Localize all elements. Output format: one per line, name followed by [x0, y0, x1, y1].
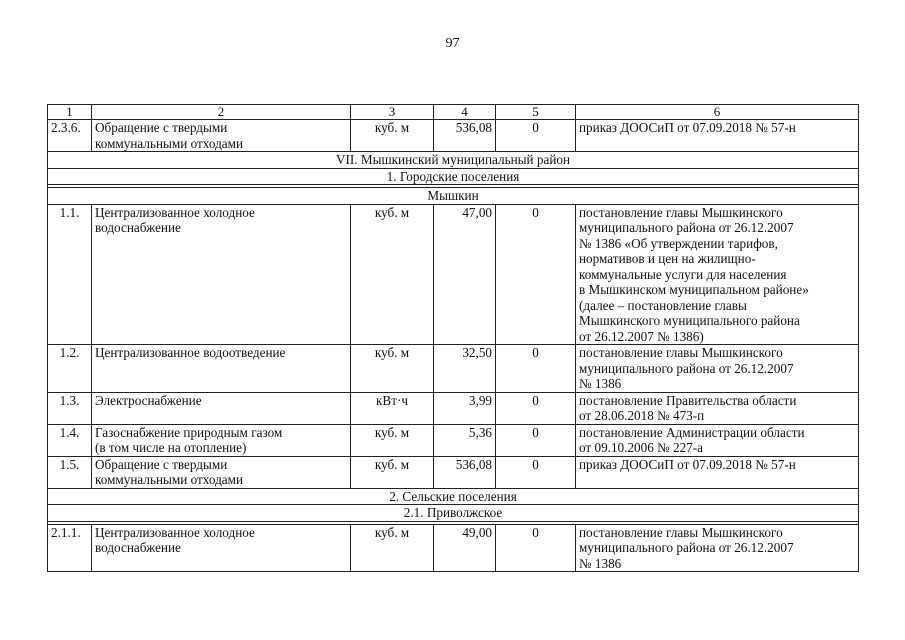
legal-basis: постановление главы Мышкинского муниципального района от 26.12.2007 № 1386 «Об утверждении тарифов, нормативов и цен на жилищно- коммунальные услуги для населения в Мышкинском муниципальном районе» (далее – постановление главы Мышкинского муниципального района от 26.12.2007 № 1386): [576, 204, 859, 345]
rate: 0: [496, 345, 576, 393]
unit: куб. м: [351, 424, 434, 456]
header-col-6: 6: [576, 105, 859, 120]
rate: 0: [496, 120, 576, 152]
table-row: [48, 392, 859, 424]
legal-basis: приказ ДООСиП от 07.09.2018 № 57-н: [576, 120, 859, 152]
rate: 0: [496, 456, 576, 488]
row-number: 1.1.: [48, 204, 92, 345]
legal-basis: постановление Правительства области от 28.06.2018 № 473-п: [576, 392, 859, 424]
service-name: Обращение с твердыми коммунальными отходами: [92, 120, 351, 152]
legal-basis: постановление главы Мышкинского муниципального района от 26.12.2007 № 1386: [576, 524, 859, 572]
header-col-1: 1: [48, 105, 92, 120]
unit: куб. м: [351, 120, 434, 152]
service-name: Централизованное водоотведение: [92, 345, 351, 393]
price: 536,08: [434, 456, 496, 488]
price: 47,00: [434, 204, 496, 345]
district-title-row: [48, 152, 859, 169]
table-row: [48, 524, 859, 572]
unit: куб. м: [351, 204, 434, 345]
row-number: 2.1.1.: [48, 524, 92, 572]
rate: 0: [496, 204, 576, 345]
service-name: Централизованное холодное водоснабжение: [92, 524, 351, 572]
tariff-table: [47, 104, 859, 572]
price: 49,00: [434, 524, 496, 572]
header-col-5: 5: [496, 105, 576, 120]
table-row: [48, 456, 859, 488]
price: 536,08: [434, 120, 496, 152]
header-col-2: 2: [92, 105, 351, 120]
unit: кВт·ч: [351, 392, 434, 424]
rate: 0: [496, 392, 576, 424]
table-row: [48, 345, 859, 393]
rural-settlement-name: 2.1. Приволжское: [48, 505, 859, 522]
legal-basis: постановление главы Мышкинского муниципального района от 26.12.2007 № 1386: [576, 345, 859, 393]
row-number: 1.3.: [48, 392, 92, 424]
price: 5,36: [434, 424, 496, 456]
header-col-3: 3: [351, 105, 434, 120]
row-number: 2.3.6.: [48, 120, 92, 152]
unit: куб. м: [351, 524, 434, 572]
urban-locality-title: Мышкин: [48, 188, 859, 205]
service-name: Электроснабжение: [92, 392, 351, 424]
rural-settlements-title: 2. Сельские поселения: [48, 488, 859, 505]
price: 3,99: [434, 392, 496, 424]
row-number: 1.2.: [48, 345, 92, 393]
rate: 0: [496, 424, 576, 456]
rural-subtitle-row: [48, 505, 859, 522]
row-number: 1.4.: [48, 424, 92, 456]
urban-settlements-title: 1. Городские поселения: [48, 168, 859, 185]
header-row: [48, 105, 859, 120]
service-name: Централизованное холодное водоснабжение: [92, 204, 351, 345]
table-row: [48, 424, 859, 456]
urban-title-row: [48, 168, 859, 185]
urban-locality-row: [48, 188, 859, 205]
header-col-4: 4: [434, 105, 496, 120]
row-number: 1.5.: [48, 456, 92, 488]
legal-basis: постановление Администрации области от 09.10.2006 № 227-а: [576, 424, 859, 456]
rural-title-row: [48, 488, 859, 505]
rate: 0: [496, 524, 576, 572]
legal-basis: приказ ДООСиП от 07.09.2018 № 57-н: [576, 456, 859, 488]
table-row: [48, 204, 859, 345]
unit: куб. м: [351, 345, 434, 393]
district-title: VII. Мышкинский муниципальный район: [48, 152, 859, 169]
price: 32,50: [434, 345, 496, 393]
table-row: [48, 120, 859, 152]
service-name: Обращение с твердыми коммунальными отходами: [92, 456, 351, 488]
service-name: Газоснабжение природным газом (в том числе на отопление): [92, 424, 351, 456]
unit: куб. м: [351, 456, 434, 488]
page-number: 97: [445, 36, 460, 51]
